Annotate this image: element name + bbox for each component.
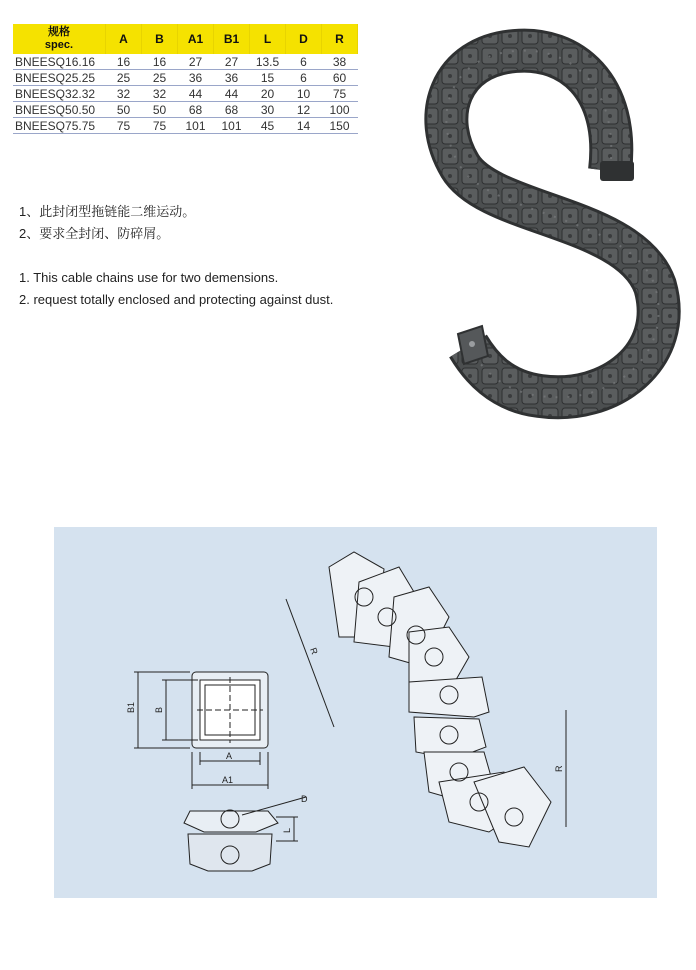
- value-cell: 25: [106, 70, 142, 86]
- column-header-a: A: [106, 24, 142, 54]
- note-en-2: 2. request totally enclosed and protecting against dust.: [19, 292, 334, 307]
- dimension-drawing: [54, 527, 657, 898]
- value-cell: 101: [178, 118, 214, 134]
- label-r-top: R: [308, 646, 320, 656]
- notes-english: [19, 267, 333, 311]
- value-cell: 101: [214, 118, 250, 134]
- value-cell: 75: [106, 118, 142, 134]
- label-b: B: [154, 706, 164, 713]
- spec-table: [13, 24, 358, 134]
- table-row: [13, 54, 358, 70]
- value-cell: 44: [178, 86, 214, 102]
- value-cell: 16: [142, 54, 178, 70]
- model-cell: BNEESQ16.16: [13, 54, 106, 70]
- label-a1: A1: [222, 775, 234, 785]
- value-cell: 68: [178, 102, 214, 118]
- value-cell: 16: [106, 54, 142, 70]
- column-header-r: R: [322, 24, 358, 54]
- table-row: [13, 86, 358, 102]
- value-cell: 32: [142, 86, 178, 102]
- value-cell: 50: [142, 102, 178, 118]
- value-cell: 6: [286, 54, 322, 70]
- table-row: [13, 70, 358, 86]
- s-cable-chain-image: [420, 26, 690, 436]
- value-cell: 100: [322, 102, 358, 118]
- column-header-l: L: [250, 24, 286, 54]
- label-d: D: [301, 794, 308, 804]
- value-cell: 36: [214, 70, 250, 86]
- value-cell: 60: [322, 70, 358, 86]
- value-cell: 38: [322, 54, 358, 70]
- value-cell: 150: [322, 118, 358, 134]
- value-cell: 75: [142, 118, 178, 134]
- value-cell: 32: [106, 86, 142, 102]
- model-cell: BNEESQ25.25: [13, 70, 106, 86]
- spec-header-row: [13, 24, 358, 54]
- value-cell: 30: [250, 102, 286, 118]
- table-row: [13, 102, 358, 118]
- value-cell: 68: [214, 102, 250, 118]
- column-header-a1: A1: [178, 24, 214, 54]
- label-a: A: [226, 751, 233, 761]
- column-header-d: D: [286, 24, 322, 54]
- note-cn-1: 1、此封闭型拖链能二维运动。: [19, 204, 196, 219]
- label-b1: B1: [126, 701, 136, 713]
- value-cell: 14: [286, 118, 322, 134]
- value-cell: 44: [214, 86, 250, 102]
- spec-header-cell: [13, 24, 106, 54]
- value-cell: 36: [178, 70, 214, 86]
- technical-drawing: [54, 527, 657, 898]
- column-header-b: B: [142, 24, 178, 54]
- value-cell: 20: [250, 86, 286, 102]
- note-cn-2: 2、要求全封闭、防碎屑。: [19, 226, 170, 241]
- spec-header-cn: 规格: [48, 26, 70, 38]
- model-cell: BNEESQ75.75: [13, 118, 106, 134]
- column-header-b1: B1: [214, 24, 250, 54]
- value-cell: 27: [178, 54, 214, 70]
- value-cell: 27: [214, 54, 250, 70]
- spec-header-en: spec.: [44, 39, 74, 51]
- model-cell: BNEESQ32.32: [13, 86, 106, 102]
- model-cell: BNEESQ50.50: [13, 102, 106, 118]
- note-en-1: 1. This cable chains use for two demensions.: [19, 270, 279, 285]
- value-cell: 45: [250, 118, 286, 134]
- notes-chinese: [19, 201, 195, 245]
- value-cell: 6: [286, 70, 322, 86]
- value-cell: 10: [286, 86, 322, 102]
- value-cell: 75: [322, 86, 358, 102]
- value-cell: 15: [250, 70, 286, 86]
- value-cell: 13.5: [250, 54, 286, 70]
- label-l: L: [282, 827, 292, 833]
- label-r-right: R: [554, 765, 564, 772]
- value-cell: 50: [106, 102, 142, 118]
- table-row: [13, 118, 358, 134]
- value-cell: 25: [142, 70, 178, 86]
- value-cell: 12: [286, 102, 322, 118]
